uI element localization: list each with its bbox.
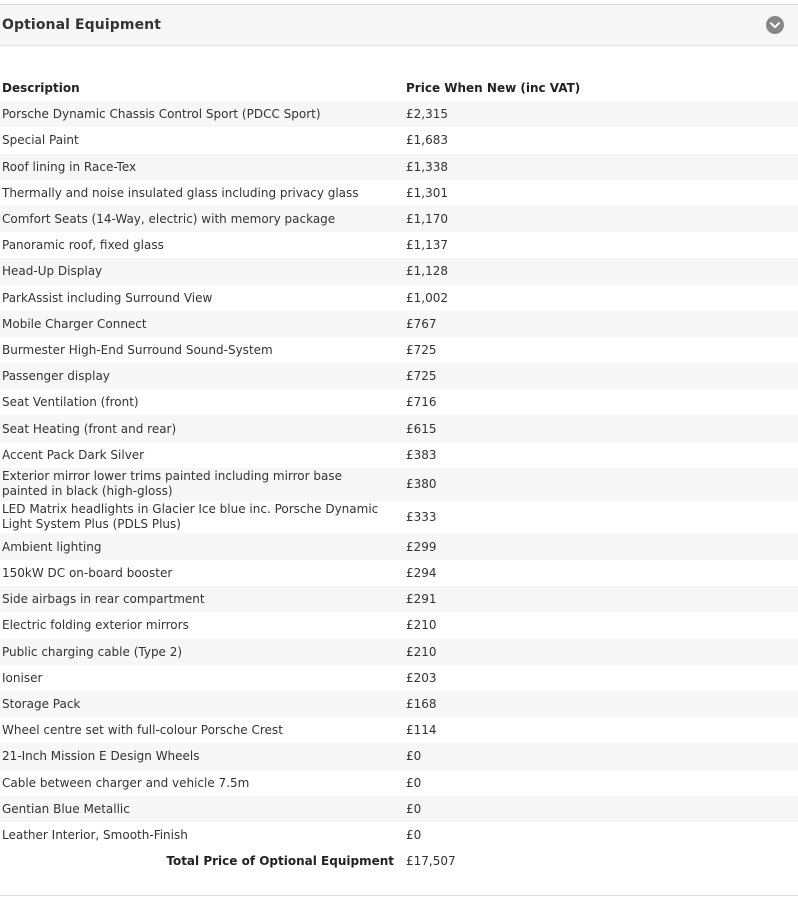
table-row [0,770,798,796]
equipment-description: Ambient lighting [2,539,102,554]
equipment-price: £299 [406,539,437,554]
equipment-description: Mobile Charger Connect [2,316,147,331]
table-row [0,285,798,311]
equipment-description: Porsche Dynamic Chassis Control Sport (PDCC Sport) [2,107,321,122]
column-header-description: Description [2,81,80,96]
equipment-price: £725 [406,342,437,357]
collapse-toggle-button[interactable] [766,16,784,34]
total-label: Total Price of Optional Equipment [166,854,394,869]
table-row [0,560,798,586]
table-row [0,258,798,284]
equipment-description: ParkAssist including Surround View [2,290,213,305]
equipment-description: Seat Heating (front and rear) [2,421,177,436]
table-body [0,101,798,848]
equipment-price: £0 [406,801,422,816]
equipment-price: £1,301 [406,185,448,200]
equipment-price: £114 [406,723,437,738]
equipment-description: Gentian Blue Metallic [2,801,130,816]
equipment-price: £380 [406,476,437,491]
table-row [0,442,798,468]
equipment-description: Ioniser [2,670,43,685]
equipment-price: £0 [406,827,422,842]
equipment-price: £716 [406,395,437,410]
table-row [0,206,798,232]
optional-equipment-panel [0,4,798,896]
equipment-description: LED Matrix headlights in Glacier Ice blue inc. Porsche Dynamic Light System Plus (PDLS Plus) [2,502,379,532]
table-row [0,639,798,665]
table-row [0,389,798,415]
table-row [0,101,798,127]
equipment-description: 150kW DC on-board booster [2,566,173,581]
equipment-description: Burmester High-End Surround Sound-System [2,342,273,357]
table-row [0,501,798,534]
equipment-price: £1,338 [406,159,448,174]
equipment-description: Passenger display [2,369,110,384]
equipment-price: £1,002 [406,290,448,305]
table-row [0,822,798,848]
equipment-price: £2,315 [406,107,448,122]
equipment-description: Accent Pack Dark Silver [2,447,145,462]
equipment-price: £168 [406,697,437,712]
equipment-price: £294 [406,566,437,581]
equipment-description: Head-Up Display [2,264,103,279]
table-row [0,127,798,153]
equipment-description: Thermally and noise insulated glass including privacy glass [2,185,359,200]
equipment-price: £725 [406,369,437,384]
equipment-description: Seat Ventilation (front) [2,395,139,410]
equipment-table [0,75,798,874]
table-header-row [0,75,798,101]
table-row [0,586,798,612]
table-row [0,743,798,769]
equipment-price: £210 [406,644,437,659]
equipment-description: Public charging cable (Type 2) [2,644,183,659]
panel-header[interactable] [0,5,798,46]
equipment-description: Panoramic roof, fixed glass [2,238,164,253]
table-row [0,311,798,337]
table-row [0,717,798,743]
equipment-price: £333 [406,509,437,524]
equipment-description: 21-Inch Mission E Design Wheels [2,749,200,764]
equipment-price: £0 [406,775,422,790]
equipment-description: Wheel centre set with full-colour Porsche Crest [2,723,283,738]
table-row [0,154,798,180]
table-row [0,232,798,258]
table-row [0,612,798,638]
equipment-price: £291 [406,592,437,607]
equipment-description: Cable between charger and vehicle 7.5m [2,775,250,790]
equipment-description: Exterior mirror lower trims painted including mirror base painted in black (high-gloss) [2,469,342,499]
table-row [0,337,798,363]
table-row [0,415,798,441]
equipment-price: £1,128 [406,264,448,279]
equipment-price: £0 [406,749,422,764]
equipment-price: £383 [406,447,437,462]
equipment-price: £767 [406,316,437,331]
equipment-price: £615 [406,421,437,436]
equipment-price: £210 [406,618,437,633]
equipment-description: Electric folding exterior mirrors [2,618,189,633]
table-row [0,534,798,560]
equipment-price: £1,170 [406,212,448,227]
equipment-price: £203 [406,670,437,685]
table-row [0,665,798,691]
column-header-price: Price When New (inc VAT) [406,81,581,96]
equipment-description: Side airbags in rear compartment [2,592,205,607]
equipment-description: Comfort Seats (14-Way, electric) with memory package [2,212,336,227]
equipment-description: Storage Pack [2,697,81,712]
table-row [0,691,798,717]
total-value: £17,507 [406,854,456,869]
table-row [0,363,798,389]
total-row [0,848,798,874]
chevron-down-icon [770,22,780,29]
equipment-price: £1,137 [406,238,448,253]
equipment-description: Special Paint [2,133,79,148]
equipment-price: £1,683 [406,133,448,148]
equipment-description: Leather Interior, Smooth-Finish [2,827,188,842]
equipment-description: Roof lining in Race-Tex [2,159,137,174]
panel-title: Optional Equipment [2,17,162,33]
table-row [0,468,798,501]
table-row [0,180,798,206]
table-row [0,796,798,822]
